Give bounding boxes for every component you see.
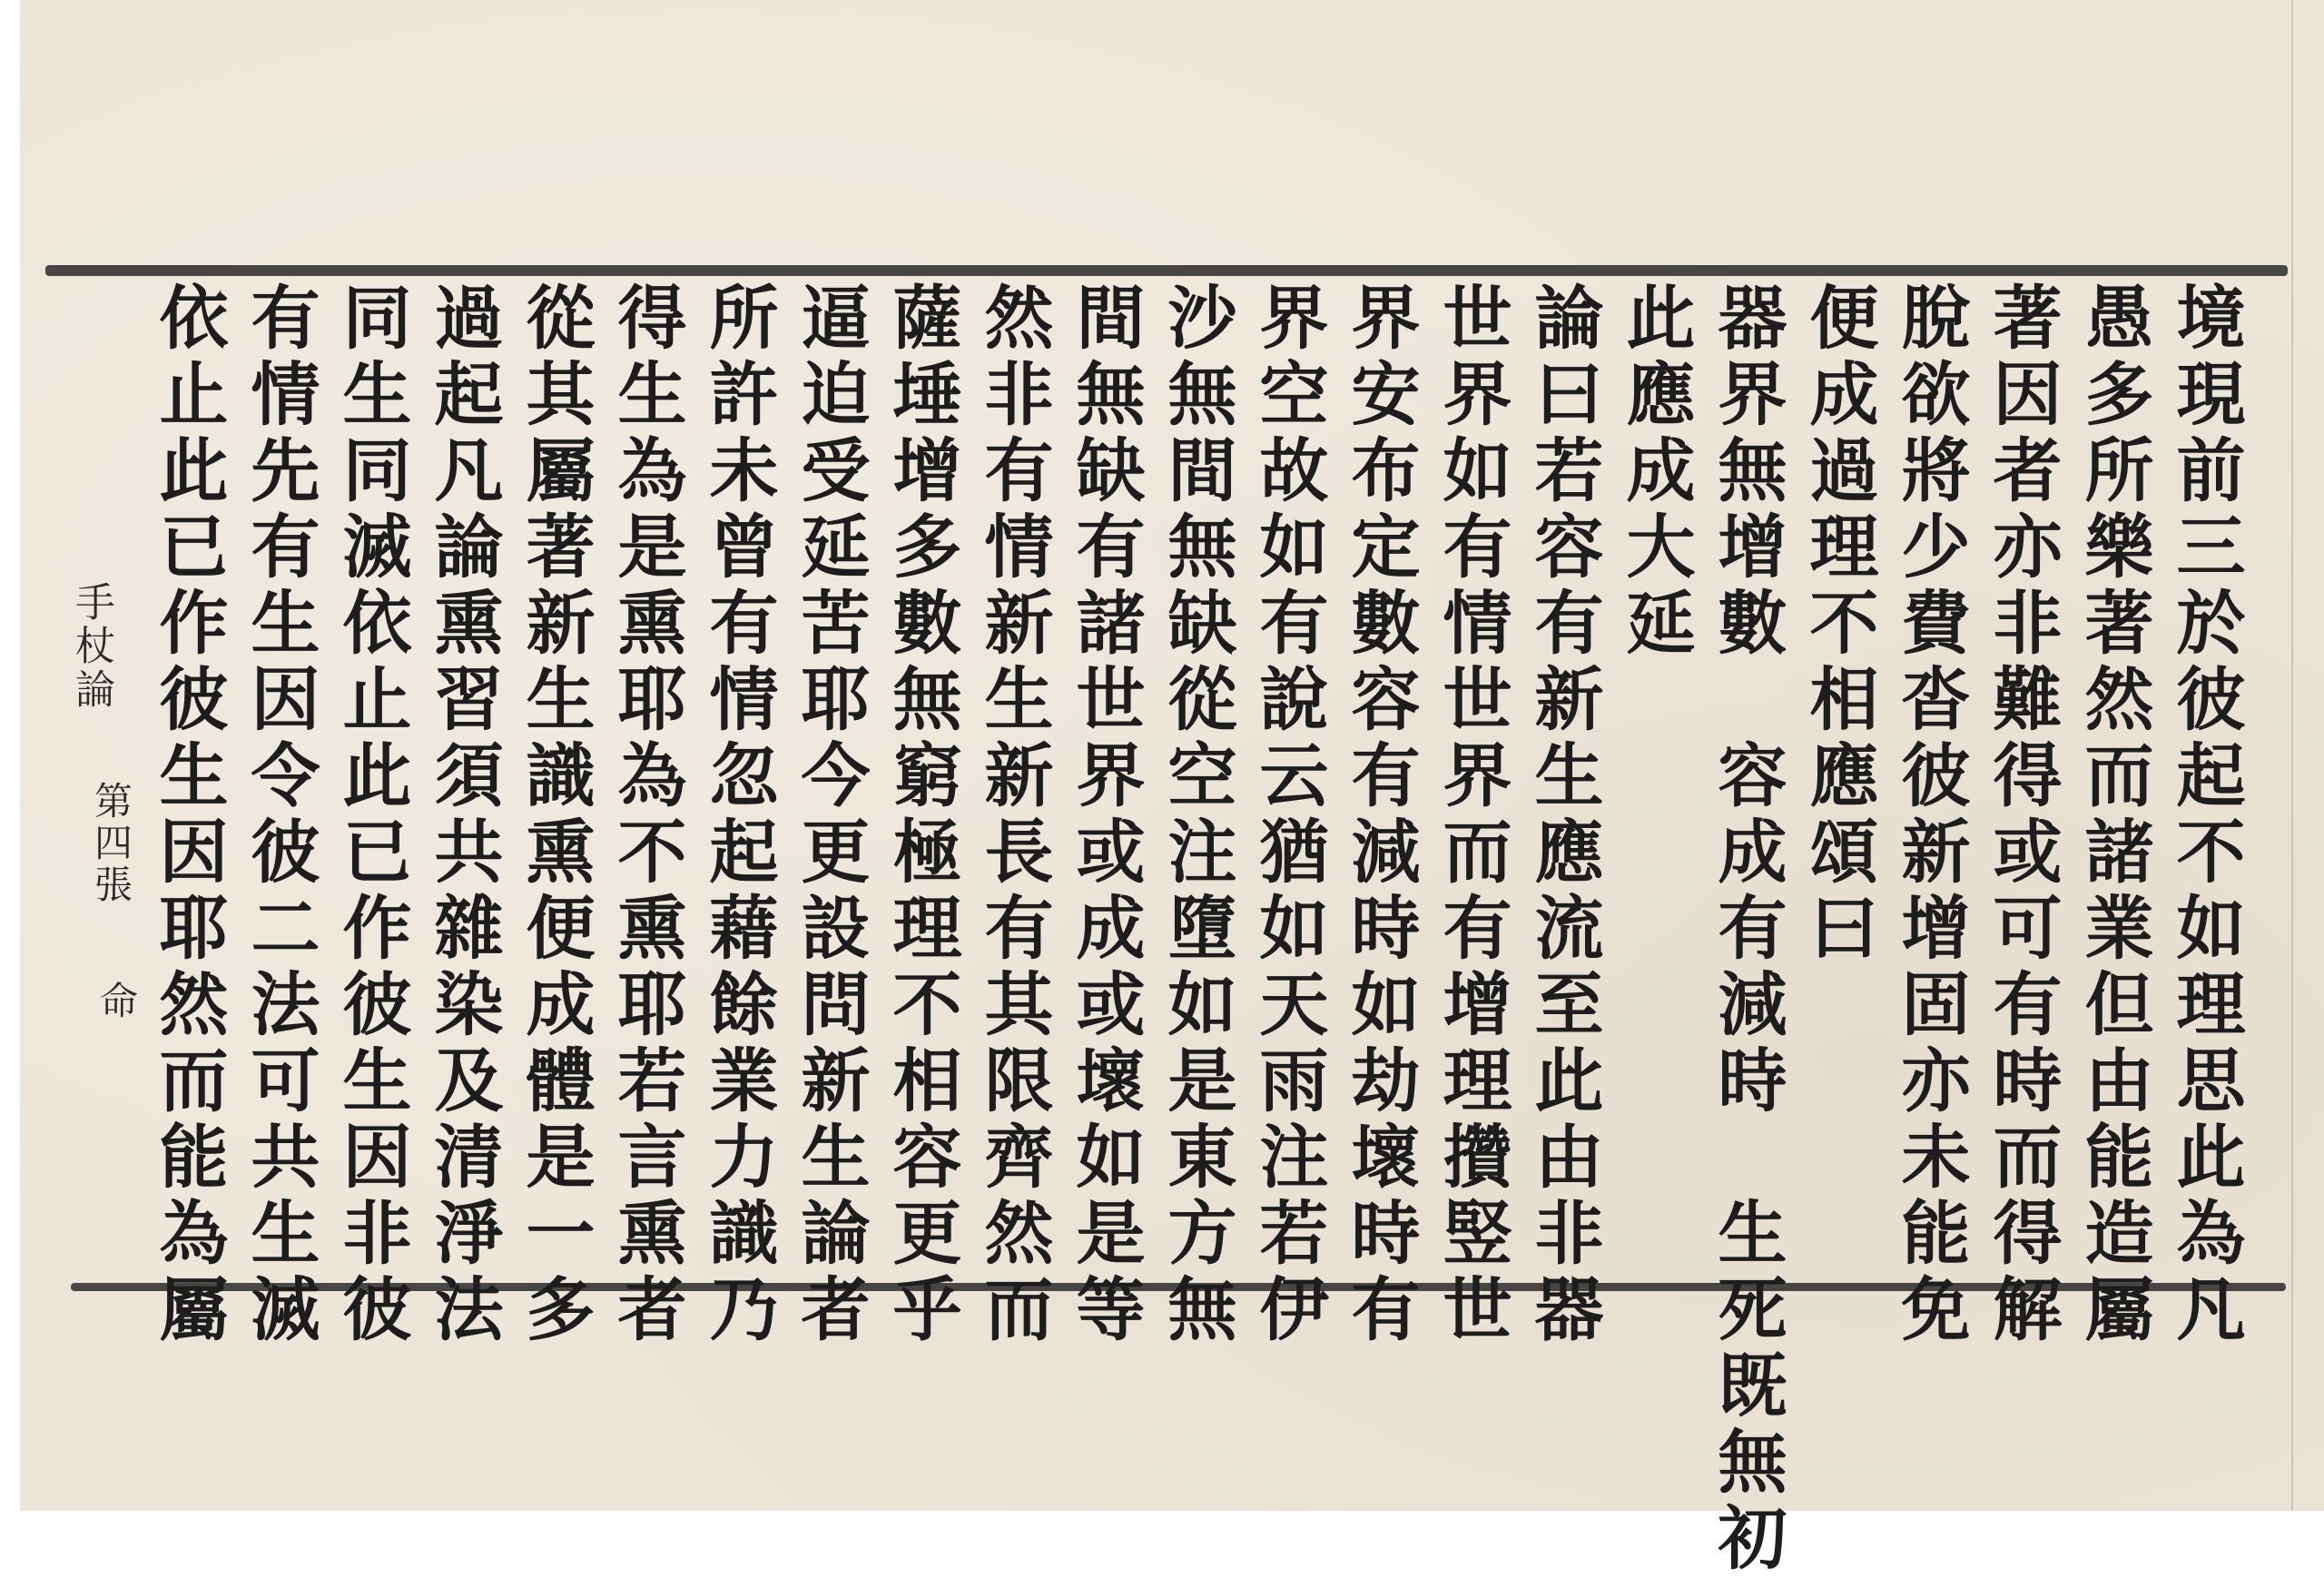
paper-crease (2291, 0, 2293, 1511)
text-column-22: 有情先有生因令彼二法可共生滅 (240, 281, 320, 1349)
margin-note-carver: 命 (94, 981, 139, 1019)
text-column-21: 同生同滅依止此已作彼生因非彼 (331, 281, 412, 1349)
frame-top-rule (45, 265, 2288, 276)
text-column-20: 過起凡論熏習須共雜染及清淨法 (423, 281, 504, 1349)
text-column-9: 世界如有情世界而有增理攢竪世 (1432, 281, 1512, 1349)
text-column-5: 便成過理不相應頌曰 (1798, 281, 1879, 968)
text-column-18: 得生為是熏耶為不熏耶若言熏者 (606, 281, 687, 1349)
text-block (136, 281, 2251, 1578)
text-column-19: 從其屬著新生識熏便成體是一多 (515, 281, 596, 1349)
text-column-13: 間無缺有諸世界或成或壞如是等 (1065, 281, 1146, 1349)
text-column-4: 脫欲將少費沓彼新增固亦未能免 (1890, 281, 1971, 1349)
text-column-6: 器界無增數 容成有減時 生死既無初 (1707, 281, 1787, 1578)
text-column-14: 然非有情新生新長有其限齊然而 (973, 281, 1054, 1349)
text-column-15: 薩埵增多數無窮極理不相容更乎 (881, 281, 962, 1349)
text-column-16: 逼迫受延苦耶今更設問新生論者 (790, 281, 871, 1349)
margin-note-title: 手杖論 (68, 581, 114, 712)
text-column-12: 沙無間無缺從空注墮如是東方無 (1157, 281, 1237, 1349)
margin-note-page-number: 第四張 (89, 781, 133, 906)
text-column-2: 愚多所樂著然而諸業但由能造屬 (2073, 281, 2154, 1349)
text-column-7: 此應成大延 (1615, 281, 1696, 663)
text-column-23: 依止此已作彼生因耶然而能為屬 (148, 281, 229, 1349)
text-column-3: 著因者亦非難得或可有時而得解 (1982, 281, 2063, 1349)
text-column-10: 界安布定數容有減時如劫壞時有 (1340, 281, 1421, 1349)
text-column-8: 論曰若容有新生應流至此由非器 (1523, 281, 1604, 1349)
text-column-17: 所許未曾有情忽起藉餘業力識乃 (698, 281, 779, 1349)
text-column-11: 界空故如有說云猶如天雨注若伊 (1248, 281, 1329, 1349)
text-column-1: 境現前三於彼起不如理思此為凡 (2165, 281, 2246, 1349)
